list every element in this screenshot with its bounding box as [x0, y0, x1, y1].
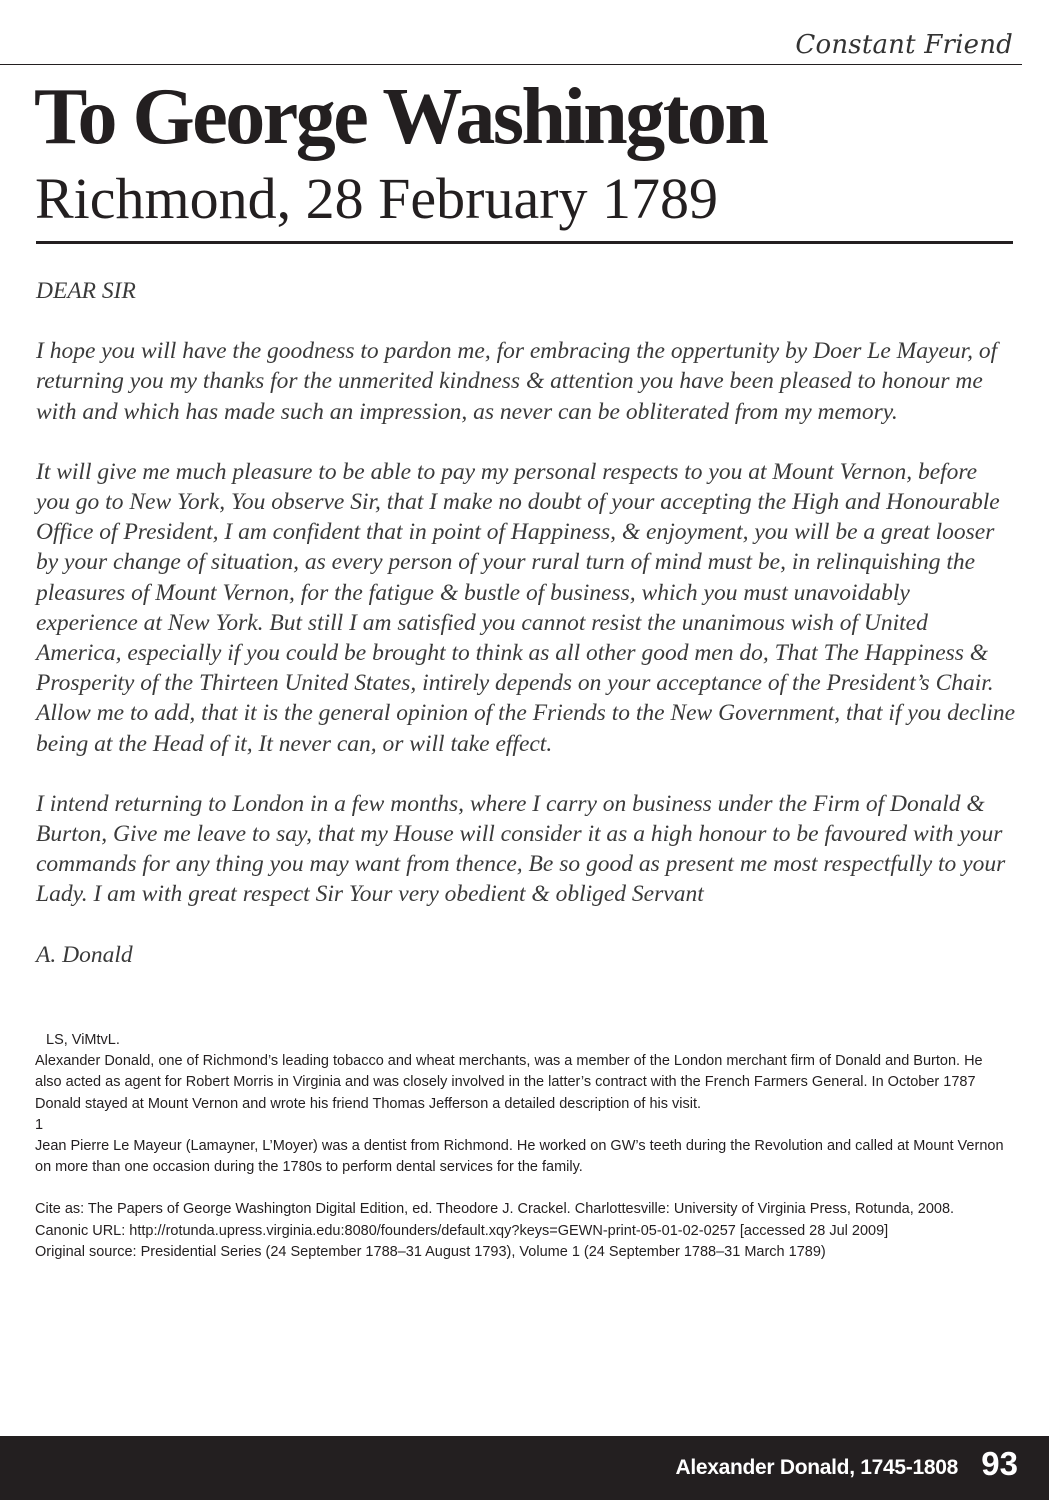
note-1: Jean Pierre Le Mayeur (Lamayner, L’Moyer) was a dentist from Richmond. He worked on GW’s teeth during the Revolution and called at Mount Vernon on more than one occasion during the 1780s to perform dental services for the family. — [35, 1138, 1004, 1176]
notes-spacer — [35, 1178, 1010, 1199]
letter-paragraph: It will give me much pleasure to be able to pay my personal respects to you at Mount Vernon, before you go to New York, You observe Sir, that I make no doubt of your accepting the High and Honourable Office of President, I am confident that in point of Happiness, & enjoyment, you will be a great looser by your change of situation, as every person of your rural turn of mind must be, in relinquishing the pleasures of Mount Vernon, for the fatigue & bustle of business, which you must unavoidably experience at New York. But still I am satisfied you cannot resist the unanimous wish of United America, especially if you could be brought to think as all other good men do, That The Happiness & Prosperity of the Thirteen United States, intirely depends on your acceptance of the President’s Chair. Allow me to add, that it is the general opinion of the Friends to the New Government, that if you decline being at the Head of it, It never can, or will take effect. — [36, 458, 1016, 757]
source-code: LS, ViMtvL. — [46, 1032, 120, 1048]
letter-paragraph: I hope you will have the goodness to pardon me, for embracing the oppertunity by Doer Le Mayeur, of returning you my thanks for the unmerited kindness & attention you have been pleased to honour me with and which has made such an impression, as never can be obliterated from my memory. — [36, 338, 998, 425]
running-header: Constant Friend — [795, 30, 1013, 60]
notes-section — [35, 1030, 1010, 1263]
header-rule — [0, 64, 1022, 65]
page-number: 93 — [981, 1445, 1018, 1482]
canonic-url: Canonic URL: http://rotunda.upress.virginia.edu:8080/founders/default.xqy?keys=GEWN-print-05-01-02-0257 [accessed 28 Jul 2009] — [35, 1222, 889, 1239]
page-title: To George Washington — [34, 73, 767, 161]
note-number: 1 — [35, 1116, 44, 1133]
original-source: Original source: Presidential Series (24 September 1788–31 August 1793), Volume 1 (24 September 1788–31 March 1789) — [35, 1243, 826, 1260]
note-main: Alexander Donald, one of Richmond’s leading tobacco and wheat merchants, was a member of the London merchant firm of Donald and Burton. He also acted as agent for Robert Morris in Virginia and was closely involved in the latter’s contract with the French Farmers General. In October 1787 Donald stayed at Mount Vernon and wrote his friend Thomas Jefferson a detailed description of his visit. — [35, 1053, 983, 1112]
letter-paragraph: I intend returning to London in a few months, where I carry on business under the Firm of Donald & Burton, Give me leave to say, that my House will consider it as a high honour to be favoured with your commands for any thing you may want from thence, Be so good as present me most respectfully to your Lady. I am with great respect Sir Your very obedient & obliged Servant — [36, 790, 1006, 908]
letter-salutation: DEAR SIR — [36, 278, 136, 304]
title-rule — [36, 241, 1013, 244]
letter-signature: A. Donald — [36, 941, 133, 968]
footer-name: Alexander Donald, 1745-1808 — [675, 1456, 958, 1479]
letter-body — [36, 276, 1016, 1000]
citation: Cite as: The Papers of George Washington Digital Edition, ed. Theodore J. Crackel. Charlottesville: University of Virginia Press, Rotunda, 2008. — [35, 1201, 955, 1218]
page-subtitle: Richmond, 28 February 1789 — [35, 166, 719, 231]
